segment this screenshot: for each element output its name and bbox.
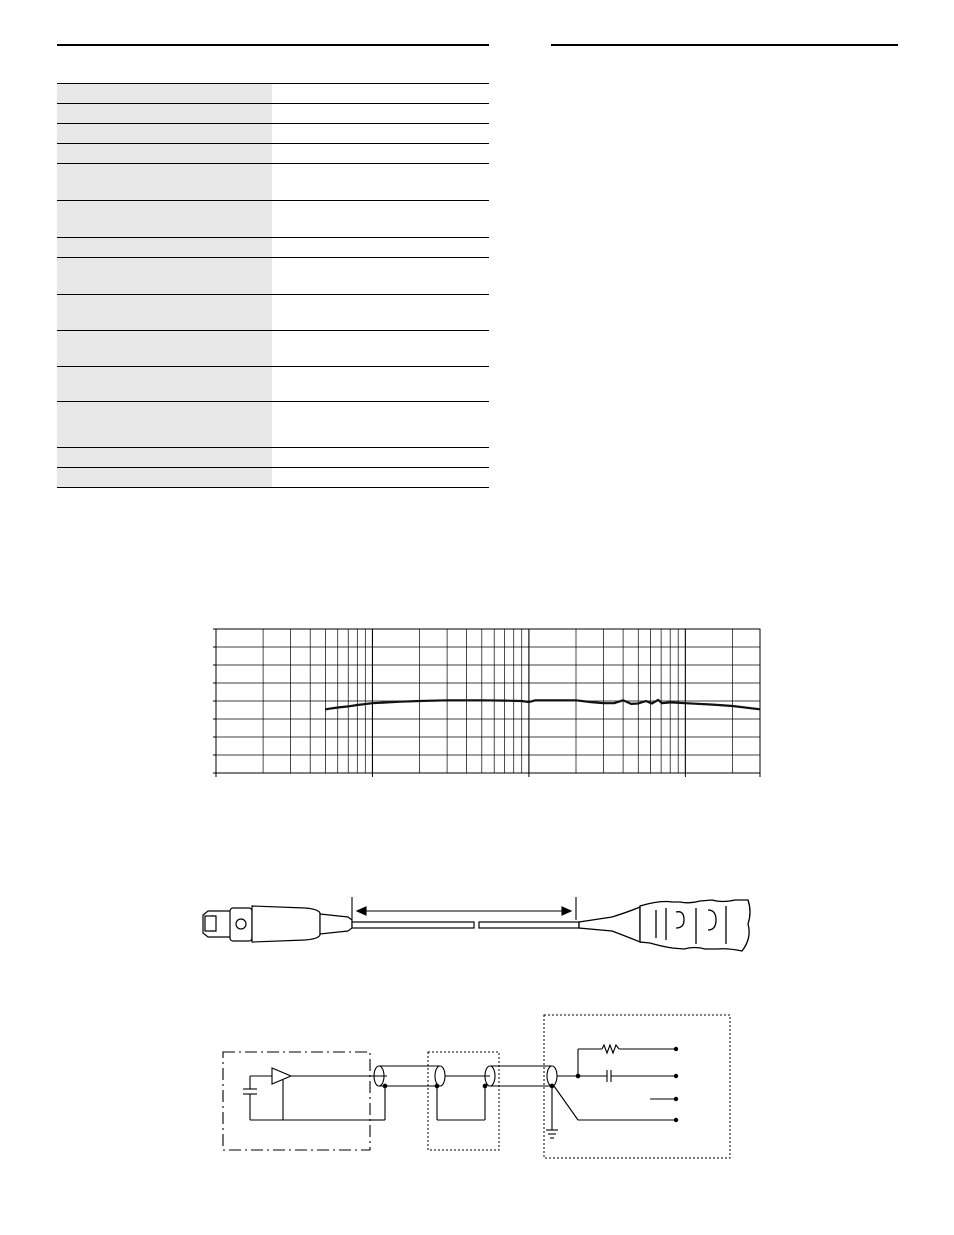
spec-label bbox=[57, 402, 272, 448]
mini-xlr-connector bbox=[203, 906, 352, 942]
chart-plot-frame bbox=[216, 629, 760, 773]
spec-label bbox=[57, 468, 272, 488]
microphone-head bbox=[579, 900, 750, 951]
spec-label bbox=[57, 104, 272, 124]
spec-value bbox=[272, 331, 489, 367]
spec-label bbox=[57, 144, 272, 164]
connector-block bbox=[428, 1052, 499, 1150]
spec-label bbox=[57, 448, 272, 468]
spec-value bbox=[272, 104, 489, 124]
spec-row bbox=[57, 84, 489, 104]
terminal-pin-3 bbox=[674, 1097, 678, 1101]
chart-ticks bbox=[213, 629, 760, 777]
spec-value bbox=[272, 164, 489, 201]
spec-value bbox=[272, 258, 489, 295]
spec-row bbox=[57, 295, 489, 331]
transmitter-input-block bbox=[544, 1015, 730, 1158]
cable-length-dimension bbox=[352, 897, 576, 920]
spec-value bbox=[272, 84, 489, 104]
spec-row bbox=[57, 144, 489, 164]
spec-row bbox=[57, 258, 489, 295]
spec-value bbox=[272, 201, 489, 238]
spec-label bbox=[57, 84, 272, 104]
terminal-pin-2 bbox=[674, 1074, 678, 1078]
spec-row bbox=[57, 402, 489, 448]
spec-row bbox=[57, 448, 489, 468]
cable-body bbox=[352, 922, 579, 928]
spec-value bbox=[272, 448, 489, 468]
spec-label bbox=[57, 331, 272, 367]
shielded-cable-segment-1 bbox=[370, 1066, 445, 1120]
shielded-cable-segment-2 bbox=[485, 1066, 578, 1086]
terminal-pin-4 bbox=[674, 1118, 678, 1122]
microphone-circuit-block bbox=[223, 1052, 370, 1150]
spec-label bbox=[57, 258, 272, 295]
spec-label bbox=[57, 164, 272, 201]
spec-label bbox=[57, 295, 272, 331]
spec-row bbox=[57, 104, 489, 124]
spec-label bbox=[57, 238, 272, 258]
chart-grid bbox=[216, 629, 760, 773]
spec-label bbox=[57, 124, 272, 144]
spec-label bbox=[57, 367, 272, 402]
resistor-icon bbox=[602, 1045, 619, 1053]
spec-row bbox=[57, 164, 489, 201]
terminal-pin-1 bbox=[674, 1047, 678, 1051]
spec-value bbox=[272, 124, 489, 144]
spec-value bbox=[272, 468, 489, 488]
spec-value bbox=[272, 144, 489, 164]
spec-row bbox=[57, 331, 489, 367]
specifications-table bbox=[57, 83, 489, 488]
spec-row bbox=[57, 238, 489, 258]
spec-row bbox=[57, 124, 489, 144]
spec-row bbox=[57, 367, 489, 402]
spec-row bbox=[57, 201, 489, 238]
right-column-top-rule bbox=[551, 44, 898, 46]
left-column-top-rule bbox=[57, 44, 489, 46]
spec-value bbox=[272, 295, 489, 331]
spec-value bbox=[272, 402, 489, 448]
spec-value bbox=[272, 367, 489, 402]
spec-row bbox=[57, 468, 489, 488]
spec-label bbox=[57, 201, 272, 238]
frequency-response-curve bbox=[325, 700, 760, 709]
spec-value bbox=[272, 238, 489, 258]
